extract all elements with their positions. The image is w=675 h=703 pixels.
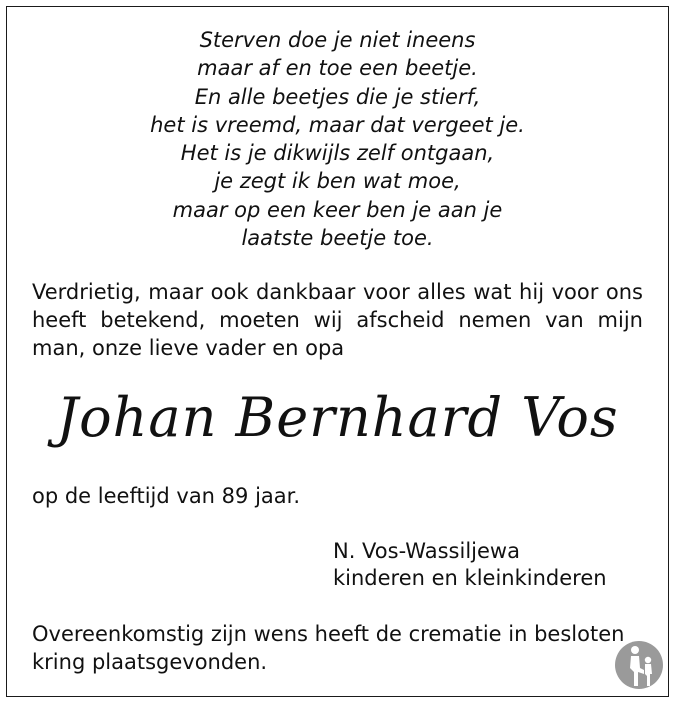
poem [0,26,675,252]
poem-line: En alle beetjes die je stierf, [194,84,481,109]
signers [333,538,607,592]
memorial-logo-icon [614,638,664,692]
poem-line: Het is je dikwijls zelf ontgaan, [180,141,495,166]
poem-line: je zegt ik ben wat moe, [214,169,461,194]
poem-line: maar af en toe een beetje. [197,56,478,81]
poem-line: het is vreemd, maar dat vergeet je. [150,112,525,137]
poem-line: maar op een keer ben je aan je [172,197,503,222]
closing-line: kring plaatsgevonden. [32,650,268,674]
deceased-name: Johan Bernhard Vos [56,386,619,449]
closing-paragraph [32,620,643,676]
poem-line: laatste beetje toe. [241,226,434,251]
poem-line: Sterven doe je niet ineens [199,28,476,52]
signer-line: N. Vos-Wassiljewa [333,539,520,563]
signer-line: kinderen en kleinkinderen [333,566,607,590]
intro-paragraph: Verdrietig, maar ook dankbaar voor alles wat hij voor ons heeft betekend, moeten wij afscheid nemen van mijn man, onze lieve vader en opa [32,280,643,360]
closing-line: Overeenkomstig zijn wens heeft de crematie in besloten [32,622,625,646]
age-line: op de leeftijd van 89 jaar. [32,484,301,508]
